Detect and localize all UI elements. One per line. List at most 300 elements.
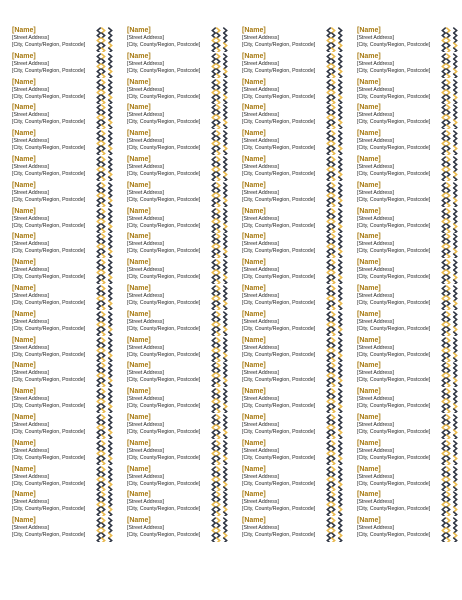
label-name[interactable]: [Name] — [242, 439, 266, 447]
label-street-address[interactable]: [Street Address] — [12, 35, 49, 41]
label-name[interactable]: [Name] — [242, 517, 266, 525]
label-city-line[interactable]: [City, County/Region, Postcode] — [127, 222, 201, 229]
address-label[interactable] — [357, 414, 462, 440]
label-name[interactable]: [Name] — [242, 310, 266, 318]
address-label[interactable] — [12, 285, 120, 311]
label-name[interactable]: [Name] — [127, 130, 151, 138]
address-label[interactable] — [357, 182, 462, 208]
label-street-address[interactable]: [Street Address] — [357, 60, 394, 67]
label-name[interactable]: [Name] — [12, 104, 36, 112]
label-street-address[interactable]: [Street Address] — [12, 189, 49, 196]
label-name[interactable]: [Name] — [242, 181, 266, 189]
label-street-address[interactable]: [Street Address] — [357, 215, 394, 222]
label-name[interactable]: [Name] — [127, 414, 151, 421]
address-label[interactable] — [357, 311, 462, 337]
address-label[interactable] — [12, 156, 120, 182]
label-name[interactable]: [Name] — [12, 130, 36, 138]
label-street-address[interactable]: [Street Address] — [242, 60, 279, 67]
label-city-line[interactable]: [City, County/Region, Postcode] — [12, 145, 86, 152]
address-label[interactable] — [357, 130, 462, 156]
label-name[interactable]: [Name] — [12, 207, 36, 215]
address-label[interactable] — [12, 233, 120, 259]
label-city-line[interactable]: [City, County/Region, Postcode] — [242, 300, 316, 307]
label-name[interactable]: [Name] — [242, 362, 266, 370]
label-city-line[interactable]: [City, County/Region, Postcode] — [12, 274, 86, 281]
label-name[interactable]: [Name] — [12, 233, 36, 241]
label-city-line[interactable]: [City, County/Region, Postcode] — [12, 171, 86, 178]
label-city-line[interactable]: [City, County/Region, Postcode] — [12, 222, 86, 229]
label-street-address[interactable]: [Street Address] — [357, 164, 394, 170]
address-label[interactable] — [242, 440, 350, 466]
label-city-line[interactable]: [City, County/Region, Postcode] — [357, 532, 431, 539]
label-city-line[interactable]: [City, County/Region, Postcode] — [127, 196, 201, 203]
address-label[interactable] — [357, 362, 462, 388]
address-label[interactable] — [242, 27, 350, 53]
label-city-line[interactable]: [City, County/Region, Postcode] — [242, 403, 316, 410]
address-label[interactable] — [357, 466, 462, 492]
label-name[interactable]: [Name] — [242, 156, 266, 163]
label-name[interactable]: [Name] — [127, 439, 151, 447]
address-label[interactable] — [12, 466, 120, 492]
address-label[interactable] — [12, 414, 120, 440]
label-city-line[interactable]: [City, County/Region, Postcode] — [12, 325, 86, 332]
address-label[interactable] — [127, 259, 235, 285]
label-street-address[interactable]: [Street Address] — [357, 344, 394, 351]
address-label[interactable] — [127, 233, 235, 259]
label-city-line[interactable]: [City, County/Region, Postcode] — [357, 325, 431, 332]
label-name[interactable]: [Name] — [127, 336, 151, 344]
label-city-line[interactable]: [City, County/Region, Postcode] — [12, 93, 86, 100]
address-label[interactable] — [127, 182, 235, 208]
address-label[interactable] — [12, 337, 120, 363]
label-city-line[interactable]: [City, County/Region, Postcode] — [357, 377, 431, 384]
label-name[interactable]: [Name] — [127, 491, 151, 499]
label-city-line[interactable]: [City, County/Region, Postcode] — [12, 196, 86, 203]
address-label[interactable] — [127, 491, 235, 517]
label-city-line[interactable]: [City, County/Region, Postcode] — [242, 377, 316, 384]
address-label[interactable] — [242, 285, 350, 311]
label-name[interactable]: [Name] — [242, 27, 266, 34]
label-city-line[interactable]: [City, County/Region, Postcode] — [127, 454, 201, 461]
label-street-address[interactable]: [Street Address] — [242, 293, 279, 299]
address-label[interactable] — [242, 104, 350, 130]
label-street-address[interactable]: [Street Address] — [127, 164, 164, 170]
label-street-address[interactable]: [Street Address] — [242, 499, 279, 506]
label-name[interactable]: [Name] — [12, 52, 36, 60]
label-name[interactable]: [Name] — [242, 233, 266, 241]
label-name[interactable]: [Name] — [12, 465, 36, 473]
label-city-line[interactable]: [City, County/Region, Postcode] — [12, 119, 86, 126]
label-street-address[interactable]: [Street Address] — [242, 525, 279, 532]
label-name[interactable]: [Name] — [357, 336, 381, 344]
label-street-address[interactable]: [Street Address] — [12, 138, 49, 145]
label-city-line[interactable]: [City, County/Region, Postcode] — [357, 67, 431, 74]
label-street-address[interactable]: [Street Address] — [242, 422, 279, 428]
label-name[interactable]: [Name] — [242, 388, 266, 396]
label-city-line[interactable]: [City, County/Region, Postcode] — [357, 300, 431, 307]
label-name[interactable]: [Name] — [127, 310, 151, 318]
label-city-line[interactable]: [City, County/Region, Postcode] — [12, 351, 86, 358]
label-city-line[interactable]: [City, County/Region, Postcode] — [12, 42, 86, 49]
label-street-address[interactable]: [Street Address] — [12, 164, 49, 170]
label-street-address[interactable]: [Street Address] — [242, 473, 279, 480]
address-label[interactable] — [127, 311, 235, 337]
address-label[interactable] — [12, 130, 120, 156]
address-label[interactable] — [357, 285, 462, 311]
label-city-line[interactable]: [City, County/Region, Postcode] — [12, 532, 86, 539]
address-label[interactable] — [127, 104, 235, 130]
label-name[interactable]: [Name] — [357, 414, 381, 421]
label-city-line[interactable]: [City, County/Region, Postcode] — [127, 171, 201, 178]
address-label[interactable] — [127, 79, 235, 105]
label-city-line[interactable]: [City, County/Region, Postcode] — [242, 351, 316, 358]
address-label[interactable] — [12, 27, 120, 53]
address-label[interactable] — [127, 156, 235, 182]
label-street-address[interactable]: [Street Address] — [242, 86, 279, 93]
label-street-address[interactable]: [Street Address] — [127, 138, 164, 145]
label-name[interactable]: [Name] — [127, 207, 151, 215]
label-street-address[interactable]: [Street Address] — [12, 215, 49, 222]
address-label[interactable] — [357, 517, 462, 543]
label-city-line[interactable]: [City, County/Region, Postcode] — [357, 248, 431, 255]
label-street-address[interactable]: [Street Address] — [12, 473, 49, 480]
label-name[interactable]: [Name] — [242, 78, 266, 86]
address-label[interactable] — [357, 156, 462, 182]
label-name[interactable]: [Name] — [12, 78, 36, 86]
address-label[interactable] — [357, 337, 462, 363]
address-label[interactable] — [12, 362, 120, 388]
address-label[interactable] — [357, 388, 462, 414]
address-label[interactable] — [242, 337, 350, 363]
address-label[interactable] — [242, 208, 350, 234]
label-name[interactable]: [Name] — [12, 362, 36, 370]
label-street-address[interactable]: [Street Address] — [12, 499, 49, 506]
label-name[interactable]: [Name] — [357, 259, 381, 267]
label-street-address[interactable]: [Street Address] — [357, 189, 394, 196]
label-name[interactable]: [Name] — [127, 156, 151, 163]
label-street-address[interactable]: [Street Address] — [12, 370, 49, 377]
label-name[interactable]: [Name] — [242, 52, 266, 60]
label-street-address[interactable]: [Street Address] — [242, 318, 279, 325]
label-name[interactable]: [Name] — [127, 259, 151, 267]
label-name[interactable]: [Name] — [12, 414, 36, 421]
label-city-line[interactable]: [City, County/Region, Postcode] — [357, 93, 431, 100]
address-label[interactable] — [12, 259, 120, 285]
label-city-line[interactable]: [City, County/Region, Postcode] — [357, 454, 431, 461]
label-street-address[interactable]: [Street Address] — [357, 422, 394, 428]
label-name[interactable]: [Name] — [357, 52, 381, 60]
label-name[interactable]: [Name] — [242, 104, 266, 112]
label-name[interactable]: [Name] — [357, 439, 381, 447]
label-city-line[interactable]: [City, County/Region, Postcode] — [127, 67, 201, 74]
label-name[interactable]: [Name] — [242, 285, 266, 292]
address-label[interactable] — [242, 53, 350, 79]
label-street-address[interactable]: [Street Address] — [242, 215, 279, 222]
address-label[interactable] — [127, 414, 235, 440]
label-street-address[interactable]: [Street Address] — [357, 293, 394, 299]
label-street-address[interactable]: [Street Address] — [12, 318, 49, 325]
label-name[interactable]: [Name] — [12, 439, 36, 447]
address-label[interactable] — [12, 491, 120, 517]
address-label[interactable] — [242, 517, 350, 543]
label-city-line[interactable]: [City, County/Region, Postcode] — [242, 248, 316, 255]
address-label[interactable] — [242, 156, 350, 182]
label-street-address[interactable]: [Street Address] — [127, 189, 164, 196]
label-name[interactable]: [Name] — [357, 310, 381, 318]
label-street-address[interactable]: [Street Address] — [12, 267, 49, 274]
address-label[interactable] — [357, 27, 462, 53]
address-label[interactable] — [242, 466, 350, 492]
label-street-address[interactable]: [Street Address] — [242, 164, 279, 170]
label-city-line[interactable]: [City, County/Region, Postcode] — [357, 42, 431, 49]
label-city-line[interactable]: [City, County/Region, Postcode] — [242, 42, 316, 49]
label-city-line[interactable]: [City, County/Region, Postcode] — [127, 325, 201, 332]
label-city-line[interactable]: [City, County/Region, Postcode] — [12, 480, 86, 487]
label-city-line[interactable]: [City, County/Region, Postcode] — [357, 429, 431, 436]
label-street-address[interactable]: [Street Address] — [357, 499, 394, 506]
label-name[interactable]: [Name] — [12, 27, 36, 34]
label-city-line[interactable]: [City, County/Region, Postcode] — [357, 196, 431, 203]
label-city-line[interactable]: [City, County/Region, Postcode] — [12, 454, 86, 461]
label-street-address[interactable]: [Street Address] — [12, 112, 49, 119]
label-city-line[interactable]: [City, County/Region, Postcode] — [127, 42, 201, 49]
label-city-line[interactable]: [City, County/Region, Postcode] — [127, 93, 201, 100]
label-name[interactable]: [Name] — [127, 362, 151, 370]
address-label[interactable] — [127, 208, 235, 234]
address-label[interactable] — [127, 466, 235, 492]
address-label[interactable] — [127, 388, 235, 414]
label-street-address[interactable]: [Street Address] — [127, 215, 164, 222]
address-label[interactable] — [242, 79, 350, 105]
label-name[interactable]: [Name] — [357, 517, 381, 525]
address-label[interactable] — [357, 259, 462, 285]
label-name[interactable]: [Name] — [12, 336, 36, 344]
label-street-address[interactable]: [Street Address] — [357, 241, 394, 248]
address-label[interactable] — [242, 414, 350, 440]
label-city-line[interactable]: [City, County/Region, Postcode] — [242, 480, 316, 487]
address-label[interactable] — [127, 53, 235, 79]
address-label[interactable] — [127, 285, 235, 311]
label-street-address[interactable]: [Street Address] — [242, 396, 279, 403]
label-city-line[interactable]: [City, County/Region, Postcode] — [127, 403, 201, 410]
label-name[interactable]: [Name] — [357, 27, 381, 34]
label-street-address[interactable]: [Street Address] — [12, 447, 49, 454]
label-street-address[interactable]: [Street Address] — [127, 473, 164, 480]
label-city-line[interactable]: [City, County/Region, Postcode] — [357, 274, 431, 281]
label-city-line[interactable]: [City, County/Region, Postcode] — [127, 274, 201, 281]
label-street-address[interactable]: [Street Address] — [12, 293, 49, 299]
address-label[interactable] — [242, 259, 350, 285]
label-city-line[interactable]: [City, County/Region, Postcode] — [242, 325, 316, 332]
label-city-line[interactable]: [City, County/Region, Postcode] — [127, 145, 201, 152]
address-label[interactable] — [357, 440, 462, 466]
label-street-address[interactable]: [Street Address] — [357, 396, 394, 403]
label-city-line[interactable]: [City, County/Region, Postcode] — [357, 119, 431, 126]
label-street-address[interactable]: [Street Address] — [127, 525, 164, 532]
address-label[interactable] — [12, 440, 120, 466]
label-city-line[interactable]: [City, County/Region, Postcode] — [242, 532, 316, 539]
label-city-line[interactable]: [City, County/Region, Postcode] — [242, 119, 316, 126]
label-name[interactable]: [Name] — [357, 104, 381, 112]
label-street-address[interactable]: [Street Address] — [242, 344, 279, 351]
label-city-line[interactable]: [City, County/Region, Postcode] — [127, 429, 201, 436]
label-name[interactable]: [Name] — [127, 285, 151, 292]
label-name[interactable]: [Name] — [242, 336, 266, 344]
label-name[interactable]: [Name] — [127, 388, 151, 396]
label-street-address[interactable]: [Street Address] — [127, 422, 164, 428]
label-street-address[interactable]: [Street Address] — [127, 318, 164, 325]
label-city-line[interactable]: [City, County/Region, Postcode] — [127, 480, 201, 487]
label-city-line[interactable]: [City, County/Region, Postcode] — [12, 248, 86, 255]
label-city-line[interactable]: [City, County/Region, Postcode] — [357, 145, 431, 152]
label-name[interactable]: [Name] — [357, 362, 381, 370]
label-street-address[interactable]: [Street Address] — [242, 35, 279, 41]
label-street-address[interactable]: [Street Address] — [127, 370, 164, 377]
address-label[interactable] — [242, 491, 350, 517]
label-city-line[interactable]: [City, County/Region, Postcode] — [242, 506, 316, 513]
label-name[interactable]: [Name] — [357, 233, 381, 241]
label-city-line[interactable]: [City, County/Region, Postcode] — [242, 196, 316, 203]
label-name[interactable]: [Name] — [357, 181, 381, 189]
label-name[interactable]: [Name] — [127, 78, 151, 86]
label-city-line[interactable]: [City, County/Region, Postcode] — [357, 171, 431, 178]
label-name[interactable]: [Name] — [357, 78, 381, 86]
address-label[interactable] — [12, 104, 120, 130]
label-city-line[interactable]: [City, County/Region, Postcode] — [12, 403, 86, 410]
label-city-line[interactable]: [City, County/Region, Postcode] — [242, 454, 316, 461]
address-label[interactable] — [357, 104, 462, 130]
label-name[interactable]: [Name] — [12, 491, 36, 499]
label-city-line[interactable]: [City, County/Region, Postcode] — [242, 171, 316, 178]
label-name[interactable]: [Name] — [12, 310, 36, 318]
label-street-address[interactable]: [Street Address] — [242, 241, 279, 248]
label-name[interactable]: [Name] — [357, 491, 381, 499]
label-city-line[interactable]: [City, County/Region, Postcode] — [242, 429, 316, 436]
label-street-address[interactable]: [Street Address] — [357, 138, 394, 145]
label-name[interactable]: [Name] — [242, 259, 266, 267]
address-label[interactable] — [242, 130, 350, 156]
label-city-line[interactable]: [City, County/Region, Postcode] — [357, 506, 431, 513]
address-label[interactable] — [357, 208, 462, 234]
address-label[interactable] — [242, 362, 350, 388]
address-label[interactable] — [357, 79, 462, 105]
label-street-address[interactable]: [Street Address] — [12, 396, 49, 403]
label-street-address[interactable]: [Street Address] — [127, 112, 164, 119]
label-city-line[interactable]: [City, County/Region, Postcode] — [242, 93, 316, 100]
label-street-address[interactable]: [Street Address] — [242, 138, 279, 145]
label-city-line[interactable]: [City, County/Region, Postcode] — [127, 506, 201, 513]
label-name[interactable]: [Name] — [357, 156, 381, 163]
label-street-address[interactable]: [Street Address] — [127, 499, 164, 506]
label-street-address[interactable]: [Street Address] — [357, 35, 394, 41]
label-name[interactable]: [Name] — [127, 517, 151, 525]
label-street-address[interactable]: [Street Address] — [242, 112, 279, 119]
address-label[interactable] — [12, 208, 120, 234]
address-label[interactable] — [357, 233, 462, 259]
label-street-address[interactable]: [Street Address] — [127, 344, 164, 351]
label-name[interactable]: [Name] — [242, 465, 266, 473]
label-street-address[interactable]: [Street Address] — [357, 267, 394, 274]
label-street-address[interactable]: [Street Address] — [127, 35, 164, 41]
label-street-address[interactable]: [Street Address] — [127, 241, 164, 248]
address-label[interactable] — [12, 311, 120, 337]
label-name[interactable]: [Name] — [242, 207, 266, 215]
label-name[interactable]: [Name] — [127, 104, 151, 112]
address-label[interactable] — [12, 388, 120, 414]
label-name[interactable]: [Name] — [357, 130, 381, 138]
label-street-address[interactable]: [Street Address] — [12, 241, 49, 248]
label-name[interactable]: [Name] — [357, 388, 381, 396]
label-name[interactable]: [Name] — [127, 233, 151, 241]
label-name[interactable]: [Name] — [127, 465, 151, 473]
label-street-address[interactable]: [Street Address] — [12, 422, 49, 428]
label-street-address[interactable]: [Street Address] — [127, 60, 164, 67]
label-city-line[interactable]: [City, County/Region, Postcode] — [242, 274, 316, 281]
label-street-address[interactable]: [Street Address] — [12, 60, 49, 67]
label-city-line[interactable]: [City, County/Region, Postcode] — [12, 377, 86, 384]
label-street-address[interactable]: [Street Address] — [127, 447, 164, 454]
label-street-address[interactable]: [Street Address] — [242, 370, 279, 377]
label-city-line[interactable]: [City, County/Region, Postcode] — [12, 67, 86, 74]
address-label[interactable] — [127, 362, 235, 388]
label-name[interactable]: [Name] — [127, 27, 151, 34]
label-street-address[interactable]: [Street Address] — [357, 318, 394, 325]
address-label[interactable] — [12, 182, 120, 208]
address-label[interactable] — [12, 517, 120, 543]
address-label[interactable] — [127, 130, 235, 156]
label-street-address[interactable]: [Street Address] — [357, 370, 394, 377]
label-street-address[interactable]: [Street Address] — [242, 447, 279, 454]
label-name[interactable]: [Name] — [12, 259, 36, 267]
label-city-line[interactable]: [City, County/Region, Postcode] — [127, 119, 201, 126]
label-city-line[interactable]: [City, County/Region, Postcode] — [357, 351, 431, 358]
address-label[interactable] — [242, 233, 350, 259]
label-street-address[interactable]: [Street Address] — [357, 525, 394, 532]
label-name[interactable]: [Name] — [357, 465, 381, 473]
label-name[interactable]: [Name] — [12, 517, 36, 525]
label-street-address[interactable]: [Street Address] — [242, 267, 279, 274]
label-name[interactable]: [Name] — [12, 156, 36, 163]
label-name[interactable]: [Name] — [12, 285, 36, 292]
label-name[interactable]: [Name] — [357, 207, 381, 215]
label-name[interactable]: [Name] — [357, 285, 381, 292]
label-city-line[interactable]: [City, County/Region, Postcode] — [357, 222, 431, 229]
label-city-line[interactable]: [City, County/Region, Postcode] — [242, 67, 316, 74]
label-name[interactable]: [Name] — [242, 130, 266, 138]
label-street-address[interactable]: [Street Address] — [357, 473, 394, 480]
label-name[interactable]: [Name] — [127, 181, 151, 189]
address-label[interactable] — [12, 53, 120, 79]
label-city-line[interactable]: [City, County/Region, Postcode] — [242, 145, 316, 152]
label-city-line[interactable]: [City, County/Region, Postcode] — [12, 429, 86, 436]
label-city-line[interactable]: [City, County/Region, Postcode] — [12, 506, 86, 513]
label-city-line[interactable]: [City, County/Region, Postcode] — [357, 403, 431, 410]
address-label[interactable] — [127, 27, 235, 53]
label-city-line[interactable]: [City, County/Region, Postcode] — [127, 248, 201, 255]
label-street-address[interactable]: [Street Address] — [357, 447, 394, 454]
label-name[interactable]: [Name] — [12, 181, 36, 189]
address-label[interactable] — [127, 440, 235, 466]
label-street-address[interactable]: [Street Address] — [242, 189, 279, 196]
label-name[interactable]: [Name] — [127, 52, 151, 60]
label-street-address[interactable]: [Street Address] — [12, 86, 49, 93]
address-label[interactable] — [242, 388, 350, 414]
label-name[interactable]: [Name] — [242, 491, 266, 499]
label-street-address[interactable]: [Street Address] — [127, 396, 164, 403]
address-label[interactable] — [357, 53, 462, 79]
address-label[interactable] — [12, 79, 120, 105]
label-name[interactable]: [Name] — [242, 414, 266, 421]
